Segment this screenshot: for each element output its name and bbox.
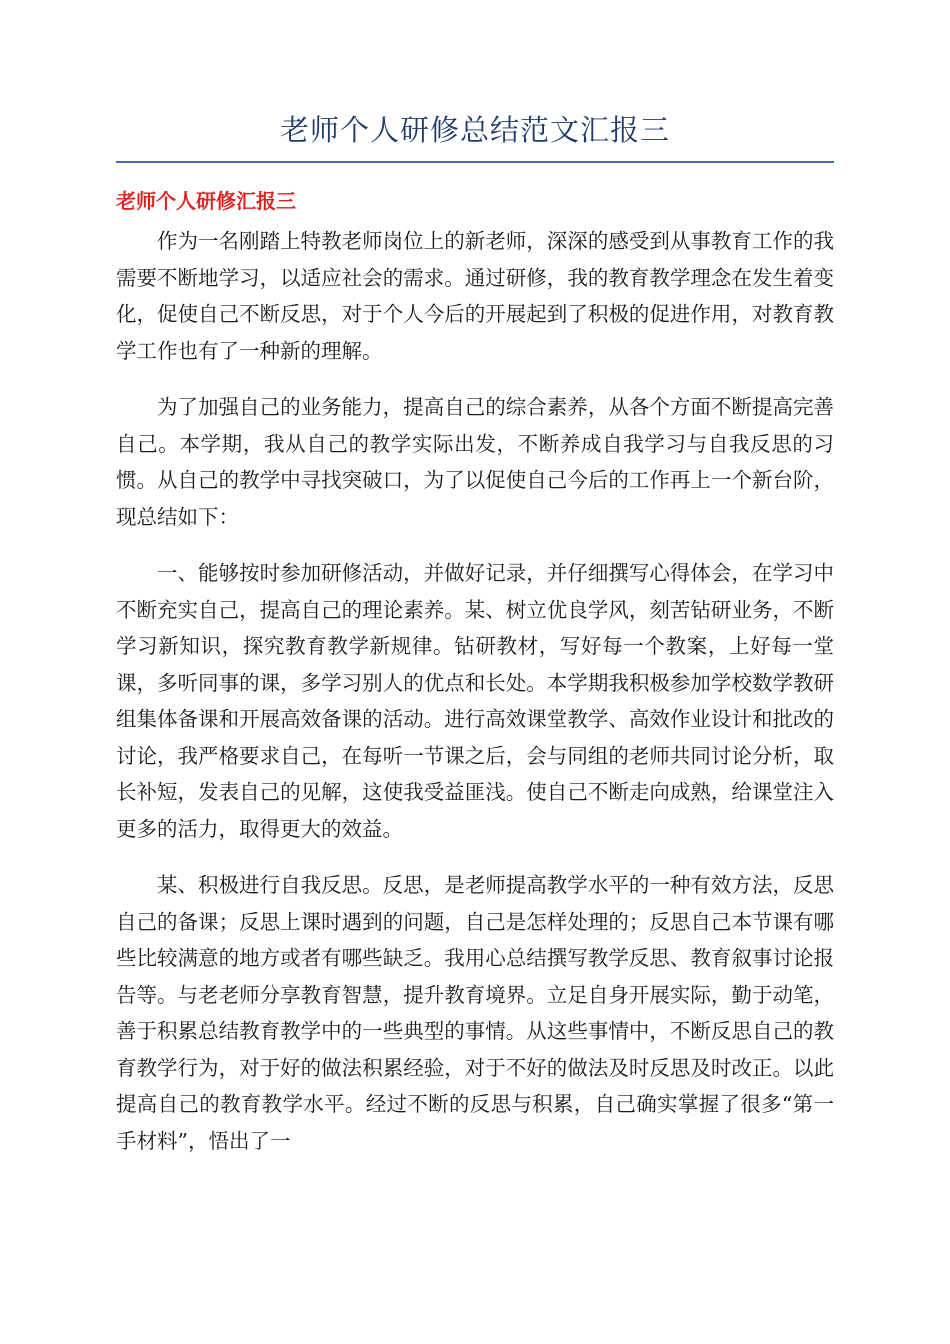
section-heading: 老师个人研修汇报三 [116,189,296,213]
document-page [116,108,834,1159]
paragraph-4: 某、积极进行自我反思。反思，是老师提高教学水平的一种有效方法，反思自己的备课；反思上课时遇到的问题，自己是怎样处理的；反思自己本节课有哪些比较满意的地方或者有哪些缺乏。我用心总结撰写教学反思、教育叙事讨论报告等。与老老师分享教育智慧，提升教育境界。立足自身开展实际，勤于动笔，善于积累总结教育教学中的一些典型的事情。从这些事情中，不断反思自己的教育教学行为，对于好的做法积累经验，对于不好的做法及时反思及时改正。以此提高自己的教育教学水平。经过不断的反思与积累，自己确实掌握了很多“第一手材料”，悟出了一 [116,873,834,1153]
document-title: 老师个人研修总结范文汇报三 [116,108,834,163]
paragraph-3: 一、能够按时参加研修活动，并做好记录，并仔细撰写心得体会，在学习中不断充实自己，提高自己的理论素养。某、树立优良学风，刻苦钻研业务，不断学习新知识，探究教育教学新规律。钻研教材，写好每一个教案，上好每一堂课，多听同事的课，多学习别人的优点和长处。本学期我积极参加学校数学教研组集体备课和开展高效备课的活动。进行高效课堂教学、高效作业设计和批改的讨论，我严格要求自己，在每听一节课之后，会与同组的老师共同讨论分析，取长补短，发表自己的见解，这使我受益匪浅。使自己不断走向成熟，给课堂注入更多的活力，取得更大的效益。 [116,561,834,841]
paragraph-2: 为了加强自己的业务能力，提高自己的综合素养，从各个方面不断提高完善自己。本学期，我从自己的教学实际出发，不断养成自我学习与自我反思的习惯。从自己的教学中寻找突破口，为了以促使自己今后的工作再上一个新台阶，现总结如下： [116,395,834,529]
paragraph-1: 作为一名刚踏上特教老师岗位上的新老师，深深的感受到从事教育工作的我需要不断地学习，以适应社会的需求。通过研修，我的教育教学理念在发生着变化，促使自己不断反思，对于个人今后的开展起到了积极的促进作用，对教育教学工作也有了一种新的理解。 [116,229,834,363]
